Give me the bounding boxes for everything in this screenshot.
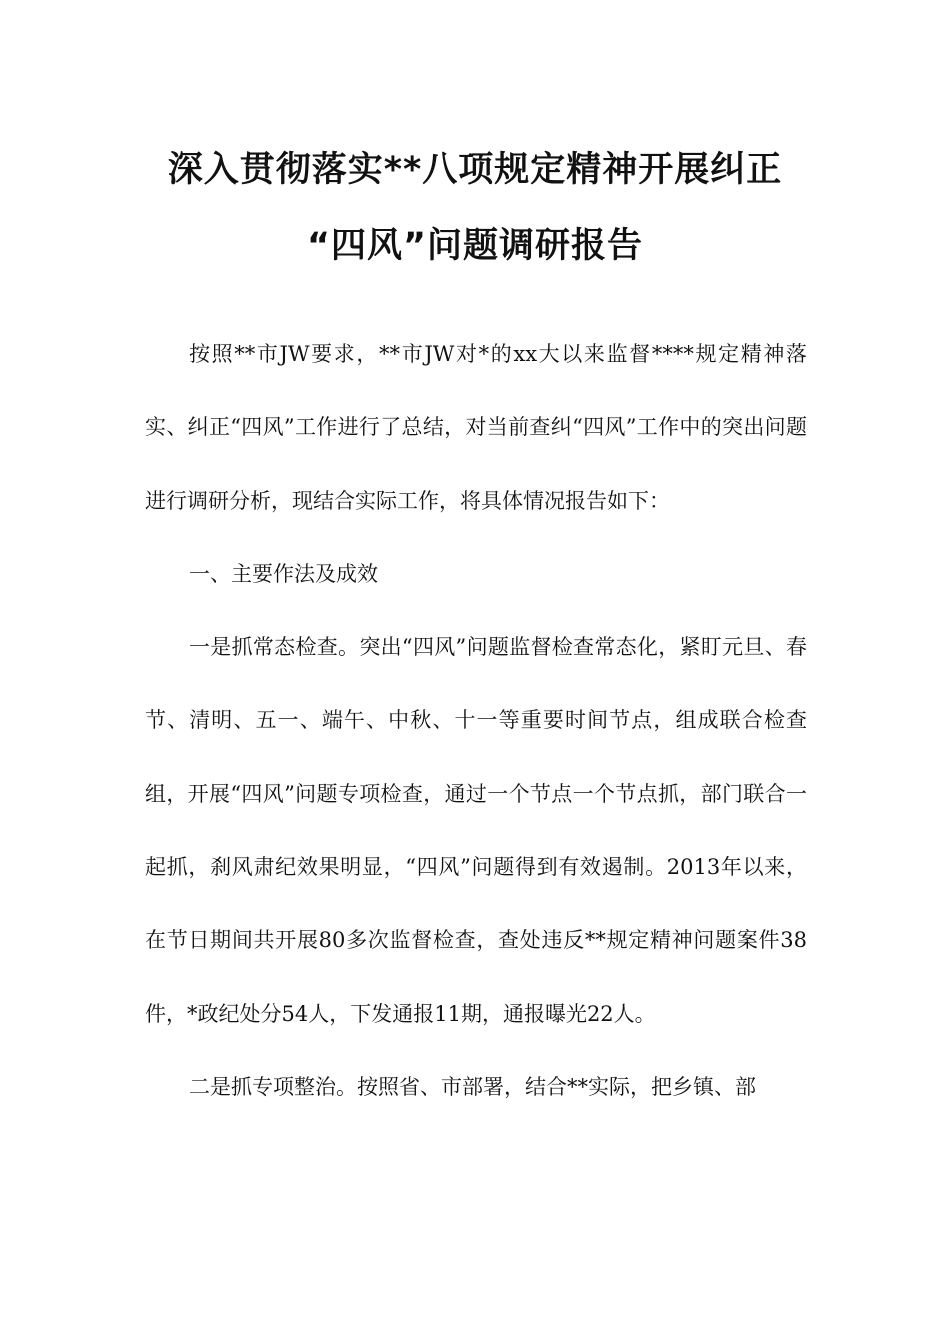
section-heading: 一、主要作法及成效 [189, 561, 378, 586]
paragraph-intro: 按照**市JW要求，**市JW对*的xx大以来监督****规定精神落实、纠正“四风”工作进行了总结，对当前查纠“四风”工作中的突出问题进行调研分析，现结合实际工作，将具体情况报告如下： [145, 342, 807, 513]
title-line-1: 深入贯彻落实**八项规定精神开展纠正 [167, 150, 783, 190]
paragraph-routine-inspection: 一是抓常态检查。突出“四风”问题监督检查常态化，紧盯元旦、春节、清明、五一、端午、中秋、十一等重要时间节点，组成联合检查组，开展“四风”问题专项检查，通过一个节点一个节点抓，部门联合一起抓，刹风肃纪效果明显，“四风”问题得到有效遏制。2013年以来，在节日期间共开展80多次监督检查，查处违反**规定精神问题案件38件，*政纪处分54人，下发通报11期，通报曝光22人。 [145, 635, 807, 1026]
paragraph-special-rectification: 二是抓专项整治。按照省、市部署，结合**实际，把乡镇、部 [189, 1074, 756, 1099]
title-line-2: “四风”问题调研报告 [306, 226, 643, 266]
document-body [145, 318, 807, 1124]
